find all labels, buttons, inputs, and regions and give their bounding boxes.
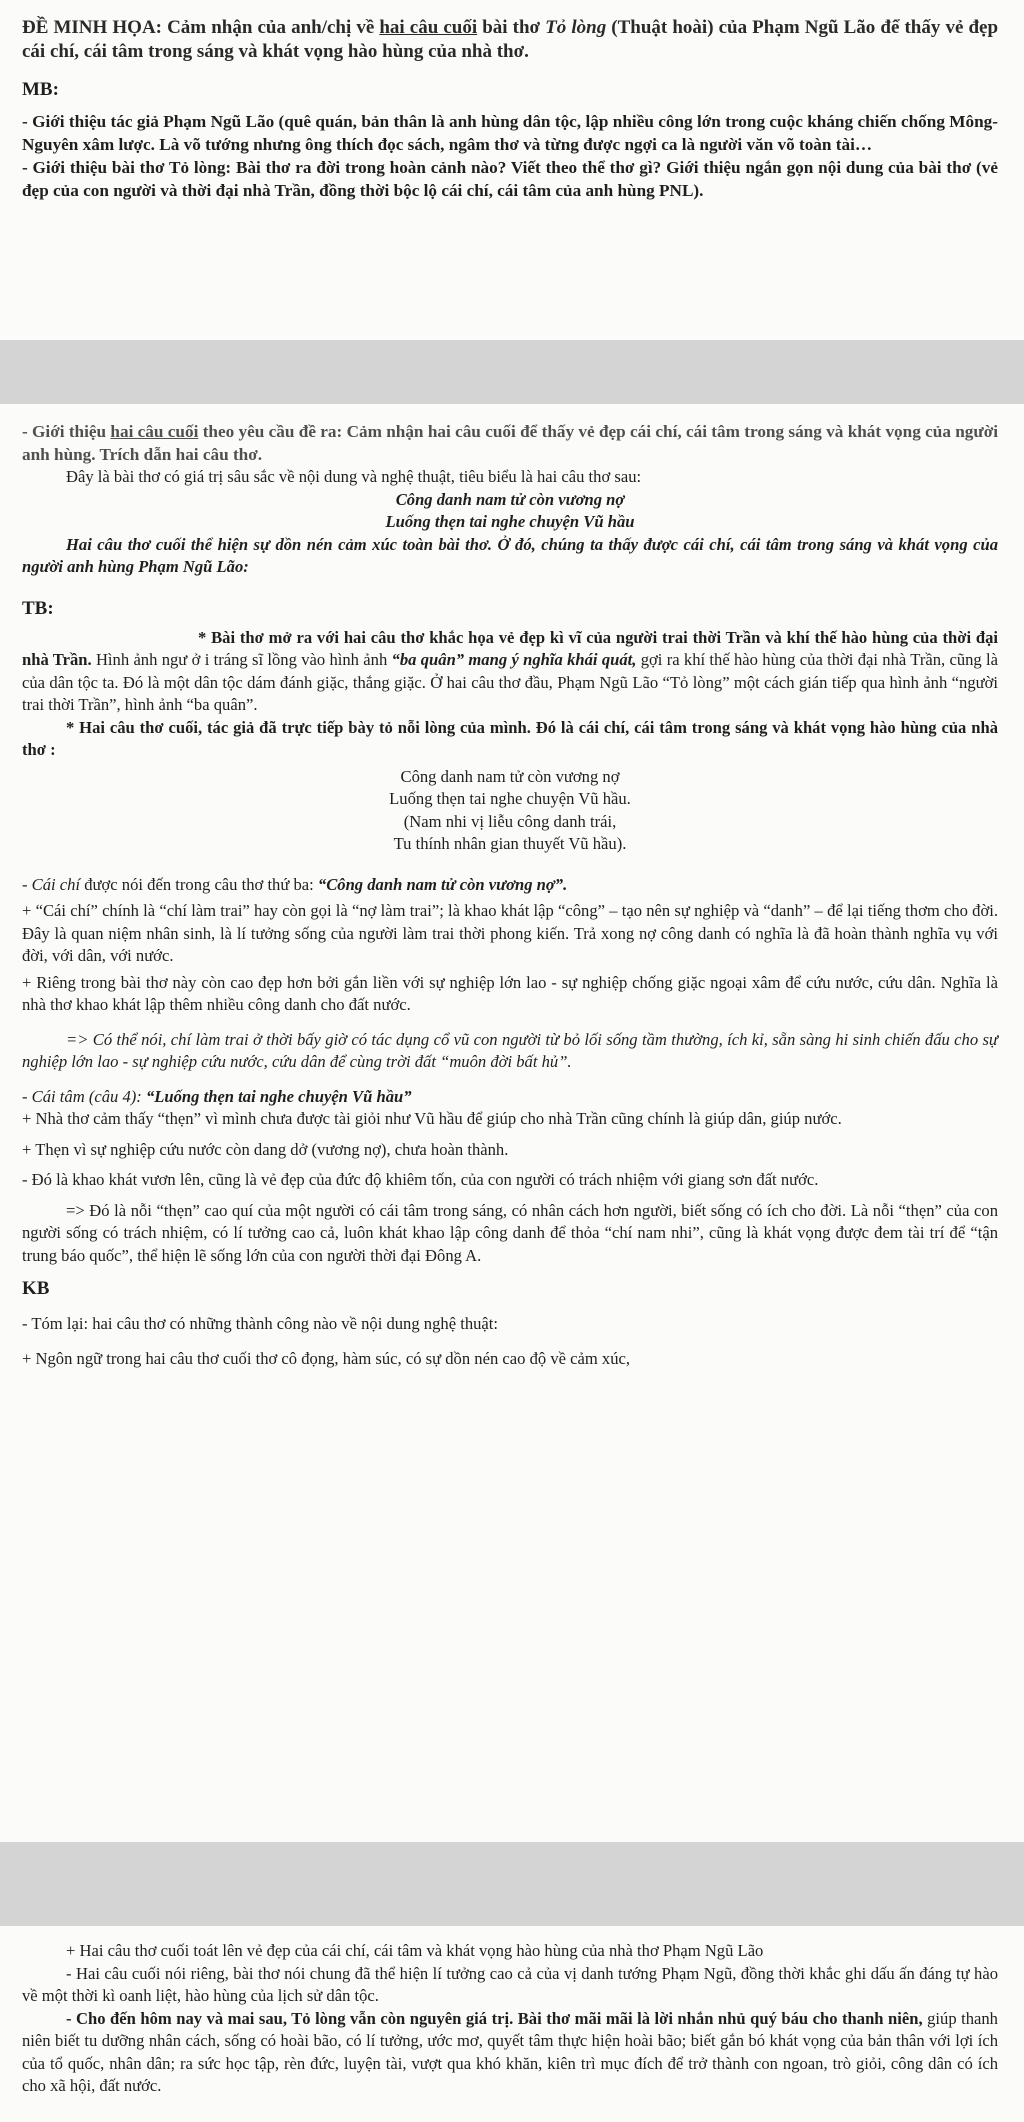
poem-line-4: Tu thính nhân gian thuyết Vũ hầu).: [393, 834, 627, 853]
page-gap: [0, 1842, 1024, 1926]
verse-commentary: Hai câu thơ cuối thể hiện sự dồn nén cảm xúc toàn bài thơ. Ở đó, chúng ta thấy được cái chí, cái tâm trong sáng và khát vọng của người anh hùng Phạm Ngũ Lão:: [22, 534, 998, 576]
verse-line-1: Công danh nam tử còn vương nợ: [395, 489, 625, 509]
kb-heading: KB: [22, 1278, 50, 1299]
chi-point-1: + “Cái chí” chính là “chí làm trai” hay còn gọi là “nợ làm trai”; là khao khát lập “công” – tạo nên sự nghiệp và “danh” – để lại tiếng thơm cho đời. Đây là quan niệm nhân sinh, là lí tưởng sống của người làm trai thời phong kiến. Trả xong nợ công danh có nghĩa là đã hoàn thành nghĩa vụ với đời, với dân, với nước.: [22, 901, 998, 965]
section-ending: [0, 1926, 1024, 2122]
tam-heading: - Cái tâm (câu 4): “Luống thẹn tai nghe chuyện Vũ hầu”: [22, 1086, 412, 1106]
tam-conclusion: => Đó là nỗi “thẹn” cao quí của một người có cái tâm trong sáng, có nhân cách hơn người, biết sống có ích cho đời. Là nỗi “thẹn” của con người sống có trách nhiệm, có lí tưởng cao cả, luôn khát khao lập công danh để thỏa “chí nam nhi”, cũng là khát vọng được đem tài trí để “tận trung báo quốc”, thể hiện lẽ sống lớn của con người thời đại Đông A.: [22, 1200, 998, 1265]
intro-paragraph: - Giới thiệu hai câu cuối theo yêu cầu đề ra: Cảm nhận hai câu cuối để thấy vẻ đẹp cái chí, cái tâm trong sáng và khát vọng của người anh hùng. Trích dẫn hai câu thơ.: [22, 422, 999, 464]
tb-paragraph-2: * Hai câu thơ cuối, tác giả đã trực tiếp bày tỏ nỗi lòng của mình. Đó là cái chí, cái tâm trong sáng và khát vọng hào hùng của nhà thơ :: [22, 717, 998, 759]
poem-line-2: Luống thẹn tai nghe chuyện Vũ hầu.: [389, 789, 631, 808]
page-title: ĐỀ MINH HỌA: Cảm nhận của anh/chị về hai câu cuối bài thơ Tỏ lòng (Thuật hoài) của Phạm Ngũ Lão để thấy vẻ đẹp cái chí, cái tâm trong sáng và khát vọng hào hùng của nhà thơ.: [22, 17, 999, 62]
poem-line-1: Công danh nam tử còn vương nợ: [400, 766, 620, 786]
ending-paragraph-3: - Cho đến hôm nay và mai sau, Tỏ lòng vẫn còn nguyên giá trị. Bài thơ mãi mãi là lời nhắn nhủ quý báu cho thanh niên, giúp thanh niên biết tu dưỡng nhân cách, sống có hoài bão, có lí tưởng, ước mơ, quyết tâm thực hiện hoài bão; biết gắn bó khát vọng của bản thân với lợi ích của tổ quốc, nhân dân; ra sức học tập, rèn đức, luyện tài, vượt qua khó khăn, kiên trì mục đích để trở thành con ngoan, trò giỏi, công dân có ích cho xã hội, đất nước.: [22, 2008, 998, 2095]
ending-paragraph-1: + Hai câu thơ cuối toát lên vẻ đẹp của cái chí, cái tâm và khát vọng hào hùng của nhà thơ Phạm Ngũ Lão: [66, 1941, 764, 1960]
page-gap: [0, 340, 1024, 404]
mb-paragraph-poem: - Giới thiệu bài thơ Tỏ lòng: Bài thơ ra đời trong hoàn cảnh nào? Viết theo thể thơ gì? Giới thiệu ngắn gọn nội dung của bài thơ (vẻ đẹp của con người và thời đại nhà Trần, đồng thời bộc lộ cái chí, cái tâm của anh hùng PNL).: [22, 158, 998, 200]
section-body: [0, 404, 1024, 1842]
chi-point-2: + Riêng trong bài thơ này còn cao đẹp hơn bởi gắn liền với sự nghiệp lớn lao - sự nghiệp chống giặc ngoại xâm để cứu nước, cứu dân. Nghĩa là nhà thơ khao khát lập thêm nhiều công danh cho đất nước.: [22, 972, 998, 1014]
tam-point-1: + Nhà thơ cảm thấy “thẹn” vì mình chưa được tài giỏi như Vũ hầu để giúp cho nhà Trần cũng chính là giúp dân, giúp nước.: [22, 1109, 842, 1128]
tb-heading: TB:: [22, 597, 54, 619]
mb-paragraph-author: - Giới thiệu tác giả Phạm Ngũ Lão (quê quán, bản thân là anh hùng dân tộc, lập nhiều công lớn trong cuộc kháng chiến chống Mông-Nguyên xâm lược. Là võ tướng nhưng ông thích đọc sách, ngâm thơ và từng được ngợi ca là người văn võ toàn tài…: [22, 112, 998, 154]
chi-heading: - Cái chí được nói đến trong câu thơ thứ ba: “Công danh nam tử còn vương nợ”.: [22, 874, 568, 894]
ending-paragraph-2: - Hai câu cuối nói riêng, bài thơ nói chung đã thể hiện lí tưởng cao cả của vị danh tướng Phạm Ngũ, đồng thời khắc ghi dấu ấn đáng tự hào về một thời kì oanh liệt, hào hùng của lịch sử dân tộc.: [22, 1963, 998, 2005]
kb-point-1: - Tóm lại: hai câu thơ có những thành công nào về nội dung nghệ thuật:: [22, 1314, 498, 1333]
section-intro: [0, 0, 1024, 340]
mb-heading: MB:: [22, 79, 59, 100]
verse-line-2: Luống thẹn tai nghe chuyện Vũ hầu: [385, 512, 635, 531]
tb-paragraph-1: * Bài thơ mở ra với hai câu thơ khắc họa vẻ đẹp kì vĩ của người trai thời Trần và khí thế hào hùng của thời đại nhà Trần. Hình ảnh ngư ở i tráng sĩ lồng vào hình ảnh “ba quân” mang ý nghĩa khái quát, gợi ra khí thế hào hùng của thời đại nhà Trần, cũng là của dân tộc ta. Đó là một dân tộc dám đánh giặc, thắng giặc. Ở hai câu thơ đầu, Phạm Ngũ Lão “Tỏ lòng” một cách gián tiếp qua hình ảnh “người trai thời Trần”, hình ảnh “ba quân”.: [22, 627, 998, 714]
kb-point-2: + Ngôn ngữ trong hai câu thơ cuối thơ cô đọng, hàm súc, có sự dồn nén cao độ về cảm xúc,: [22, 1348, 631, 1368]
intro-line: Đây là bài thơ có giá trị sâu sắc về nội dung và nghệ thuật, tiêu biểu là hai câu thơ sau:: [66, 467, 642, 486]
tam-point-2: + Thẹn vì sự nghiệp cứu nước còn dang dở (vương nợ), chưa hoàn thành.: [22, 1139, 509, 1159]
chi-conclusion: => Có thể nói, chí làm trai ở thời bấy giờ có tác dụng cổ vũ con người từ bỏ lối sống tầm thường, ích kỉ, sẵn sàng hi sinh chiến đấu cho sự nghiệp lớn lao - sự nghiệp cứu nước, cứu dân để cùng trời đất “muôn đời bất hủ”.: [22, 1029, 998, 1071]
poem-line-3: (Nam nhi vị liễu công danh trái,: [403, 811, 617, 831]
tam-point-3: - Đó là khao khát vươn lên, cũng là vẻ đẹp của đức độ khiêm tốn, của con người có trách nhiệm với giang sơn đất nước.: [22, 1170, 819, 1189]
